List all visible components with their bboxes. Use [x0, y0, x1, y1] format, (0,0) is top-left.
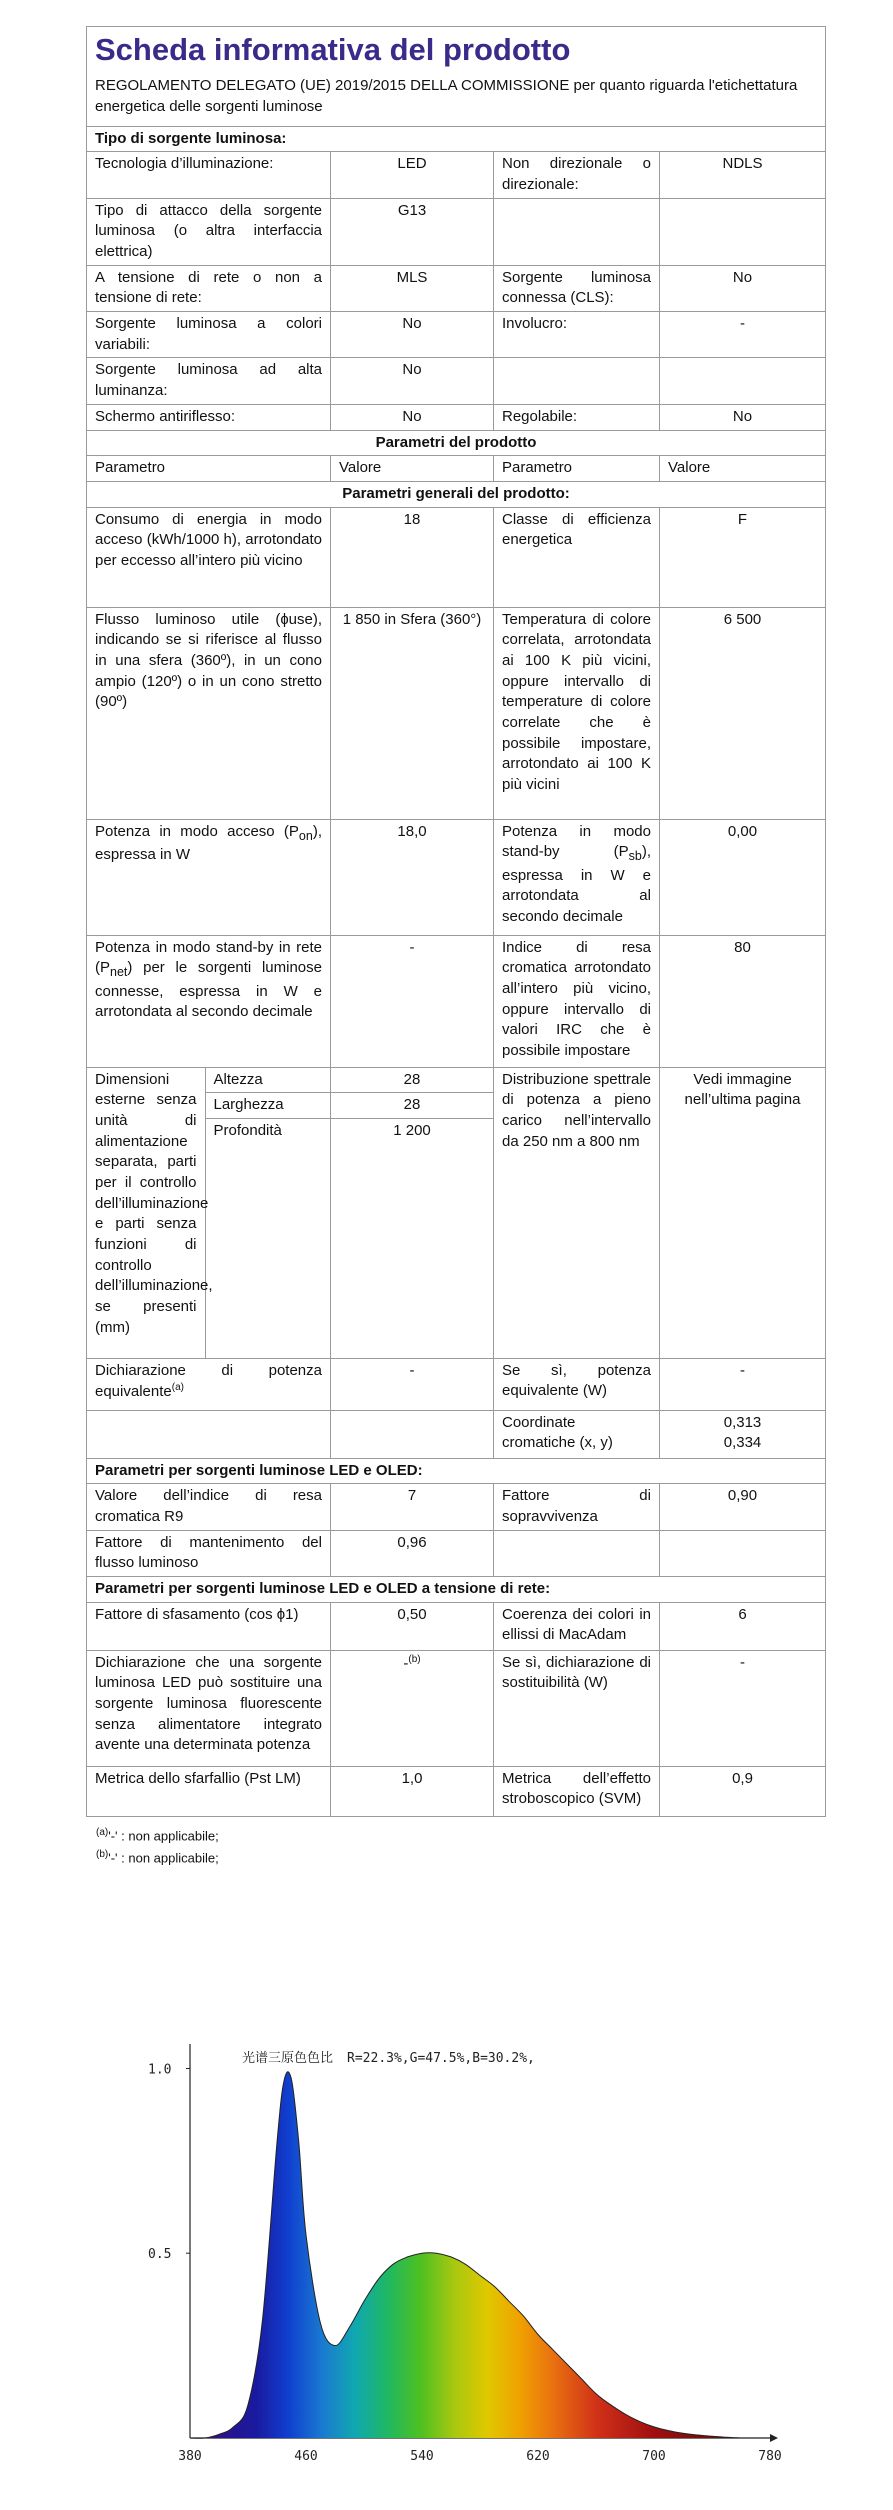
- sheet-title: Scheda informativa del prodotto: [95, 32, 571, 67]
- mains-value: MLS: [331, 265, 494, 311]
- chart-title: 光谱三原色色比 R=22.3%,G=47.5%,B=30.2%,: [242, 2051, 535, 2066]
- displacement-factor-value: 0,50: [331, 1602, 494, 1650]
- dimension-height-value: 28: [331, 1068, 493, 1093]
- network-standby-power-label: Potenza in modo stand-by in rete $(P_{net})$ per le sorgenti luminose connesse, espressa in W e arrotondata al secondo decimale: [87, 935, 331, 1067]
- dimensions-cell: [87, 1067, 331, 1358]
- energy-consumption-label: Consumo di energia in modo acceso (kWh/1000 h), arrotondato per eccesso all’intero più vicino: [87, 507, 331, 607]
- column-header-row: [87, 456, 826, 482]
- high-luminance-value: No: [331, 358, 494, 404]
- spectral-distribution-value: Vedi immagine nell’ultima pagina: [660, 1067, 826, 1358]
- replacement-claim-label: Se sì, dichiarazione di sostituibilità (W): [494, 1650, 660, 1766]
- variable-color-value: No: [331, 312, 494, 358]
- technology-value: LED: [331, 152, 494, 198]
- x-axis-arrow: [770, 2434, 778, 2442]
- section-general-heading: Parametri generali del prodotto:: [87, 481, 826, 507]
- luminous-flux-value: 1 850 in Sfera (360°): [331, 607, 494, 819]
- x-tick-label: 380: [178, 2449, 202, 2464]
- dimension-width-value: 28: [331, 1093, 493, 1119]
- anti-glare-label: Schermo antiriflesso:: [87, 404, 331, 430]
- replacement-claim-value: -: [660, 1650, 826, 1766]
- cap-type-value: G13: [331, 198, 494, 265]
- stroboscopic-metric-label: Metrica dell’effetto stroboscopico (SVM): [494, 1766, 660, 1816]
- empty-label: [494, 198, 660, 265]
- table-row: [87, 404, 826, 430]
- tipo-rows: [87, 152, 826, 430]
- r9-label: Valore dell’indice di resa cromatica R9: [87, 1484, 331, 1530]
- section-parametri-heading: Parametri del prodotto: [87, 430, 826, 456]
- col-header-valore-2: Valore: [660, 456, 826, 482]
- efficiency-class-value: F: [660, 507, 826, 607]
- standby-power-value: 0,00: [660, 819, 826, 935]
- color-temperature-label: Temperatura di colore correlata, arrotondata ai 100 K più vicini, oppure intervallo di temperature di colore correlate che è possibile impostare, arrotondato ai 100 K più vicini: [494, 607, 660, 819]
- color-consistency-label: Coerenza dei colori in ellissi di MacAdam: [494, 1602, 660, 1650]
- survival-factor-value: 0,90: [660, 1484, 826, 1530]
- directional-value: NDLS: [660, 152, 826, 198]
- spectrum-chart-svg: [130, 2030, 790, 2480]
- network-standby-power-value: -: [331, 935, 494, 1067]
- on-mode-power-label: Potenza in modo acceso $(P_{on})$, espressa in W: [87, 819, 331, 935]
- spectrum-area: [190, 2072, 741, 2439]
- chromaticity-label: Coordinate cromatiche (x, y): [494, 1410, 660, 1458]
- flicker-metric-label: Metrica dello sfarfallio (Pst LM): [87, 1766, 331, 1816]
- high-luminance-label: Sorgente luminosa ad alta luminanza:: [87, 358, 331, 404]
- dimension-depth-label: Profondità: [213, 1121, 282, 1139]
- footnote-a: $^{(a)}$'-' : non applicabile;: [96, 1826, 219, 1844]
- empty-value: [660, 358, 826, 404]
- equivalent-power-declaration-label: Dichiarazione di potenza equivalente$^{(a)}$: [87, 1358, 331, 1410]
- on-mode-power-value: 18,0: [331, 819, 494, 935]
- x-tick-label: 700: [642, 2449, 666, 2464]
- envelope-value: -: [660, 312, 826, 358]
- dimension-height-label: Altezza: [205, 1068, 330, 1093]
- table-row: [87, 507, 826, 607]
- dimensions-label: Dimensioni esterne senza unità di alimentazione separata, parti per il controllo dell’illuminazione e parti senza funzioni di controllo dell’illuminazione, se presenti (mm): [87, 1068, 205, 1358]
- envelope-label: Involucro:: [494, 312, 660, 358]
- table-row: [87, 1766, 826, 1816]
- table-row: [87, 1067, 826, 1358]
- connected-value: No: [660, 265, 826, 311]
- table-row: [87, 1602, 826, 1650]
- table-row: [87, 265, 826, 311]
- table-row: [87, 198, 826, 265]
- x-tick-label: 460: [294, 2449, 318, 2464]
- table-row: [87, 1358, 826, 1410]
- section-mains-heading: Parametri per sorgenti luminose LED e OLED a tensione di rete:: [87, 1577, 826, 1603]
- dimension-depth-value: 1 200: [393, 1121, 431, 1139]
- table-row: [87, 935, 826, 1067]
- table-row: [87, 1410, 826, 1458]
- table-row: [87, 358, 826, 404]
- footnote-b: $^{(b)}$'-' : non applicabile;: [96, 1848, 219, 1866]
- displacement-factor-label: Fattore di sfasamento (cos ϕ1): [87, 1602, 331, 1650]
- y-tick-label: 0.5: [148, 2247, 172, 2263]
- lumen-maintenance-value: 0,96: [331, 1530, 494, 1576]
- r9-value: 7: [331, 1484, 494, 1530]
- efficiency-class-label: Classe di efficienza energetica: [494, 507, 660, 607]
- energy-consumption-value: 18: [331, 507, 494, 607]
- standby-power-label: Potenza in modo stand-by $(P_{sb})$, espressa in W e arrotondata al secondo decimale: [494, 819, 660, 935]
- technology-label: Tecnologia d’illuminazione:: [87, 152, 331, 198]
- table-row: [87, 607, 826, 819]
- spectrum-chart: [130, 2030, 790, 2480]
- cri-value: 80: [660, 935, 826, 1067]
- footnotes: [86, 1825, 825, 1869]
- connected-label: Sorgente luminosa connessa (CLS):: [494, 265, 660, 311]
- color-consistency-value: 6: [660, 1602, 826, 1650]
- anti-glare-value: No: [331, 404, 494, 430]
- y-tick-label: 1.0: [148, 2062, 172, 2078]
- stroboscopic-metric-value: 0,9: [660, 1766, 826, 1816]
- lumen-maintenance-label: Fattore di mantenimento del flusso luminoso: [87, 1530, 331, 1576]
- table-row: [87, 1530, 826, 1576]
- x-tick-label: 780: [758, 2449, 782, 2464]
- section-tipo-heading: Tipo di sorgente luminosa:: [87, 126, 826, 152]
- col-header-param-2: Parametro: [494, 456, 660, 482]
- table-row: [87, 152, 826, 198]
- empty-label: [494, 358, 660, 404]
- cap-type-label: Tipo di attacco della sorgente luminosa (o altra interfaccia elettrica): [87, 198, 331, 265]
- col-header-param-1: Parametro: [87, 456, 331, 482]
- replacement-declaration-value: -$^{(b)}$: [331, 1650, 494, 1766]
- color-temperature-value: 6 500: [660, 607, 826, 819]
- col-header-valore-1: Valore: [331, 456, 494, 482]
- flicker-metric-value: 1,0: [331, 1766, 494, 1816]
- equivalent-power-label: Se sì, potenza equivalente (W): [494, 1358, 660, 1410]
- table-row: [87, 819, 826, 935]
- dimmable-label: Regolabile:: [494, 404, 660, 430]
- x-tick-label: 620: [526, 2449, 550, 2464]
- product-info-sheet: [86, 26, 825, 1869]
- section-led-heading: Parametri per sorgenti luminose LED e OLED:: [87, 1458, 826, 1484]
- equivalent-power-value: -: [660, 1358, 826, 1410]
- replacement-declaration-label: Dichiarazione che una sorgente luminosa LED può sostituire una sorgente luminosa fluorescente senza alimentatore integrato avente una determinata potenza: [87, 1650, 331, 1766]
- table-row: [87, 312, 826, 358]
- chromaticity-value: 0,313 0,334: [660, 1410, 826, 1458]
- variable-color-label: Sorgente luminosa a colori variabili:: [87, 312, 331, 358]
- equivalent-power-declaration-value: -: [331, 1358, 494, 1410]
- spectral-distribution-label: Distribuzione spettrale di potenza a pieno carico nell’intervallo da 250 nm a 800 nm: [494, 1067, 660, 1358]
- x-tick-label: 540: [410, 2449, 434, 2464]
- mains-label: A tensione di rete o non a tensione di rete:: [87, 265, 331, 311]
- product-info-table: [86, 26, 826, 1817]
- luminous-flux-label: Flusso luminoso utile (ɸuse), indicando se si riferisce al flusso in una sfera (360º), in un cono ampio (120º) o in un cono stretto (90º): [87, 607, 331, 819]
- directional-label: Non direzionale o direzionale:: [494, 152, 660, 198]
- table-row: [87, 1484, 826, 1530]
- header-row: [87, 27, 826, 127]
- cri-label: Indice di resa cromatica arrotondato all’intero più vicino, oppure intervallo di valori IRC che è possibile impostare: [494, 935, 660, 1067]
- empty-value: [660, 198, 826, 265]
- dimension-width-label: Larghezza: [205, 1093, 330, 1119]
- chart-marks: [148, 2063, 782, 2465]
- table-row: [87, 1650, 826, 1766]
- dimensions-values-cell: [331, 1067, 494, 1358]
- survival-factor-label: Fattore di sopravvivenza: [494, 1484, 660, 1530]
- dimmable-value: No: [660, 404, 826, 430]
- regulation-text: REGOLAMENTO DELEGATO (UE) 2019/2015 DELLA COMMISSIONE per quanto riguarda l'etichettatura energetica delle sorgenti luminose: [95, 77, 798, 115]
